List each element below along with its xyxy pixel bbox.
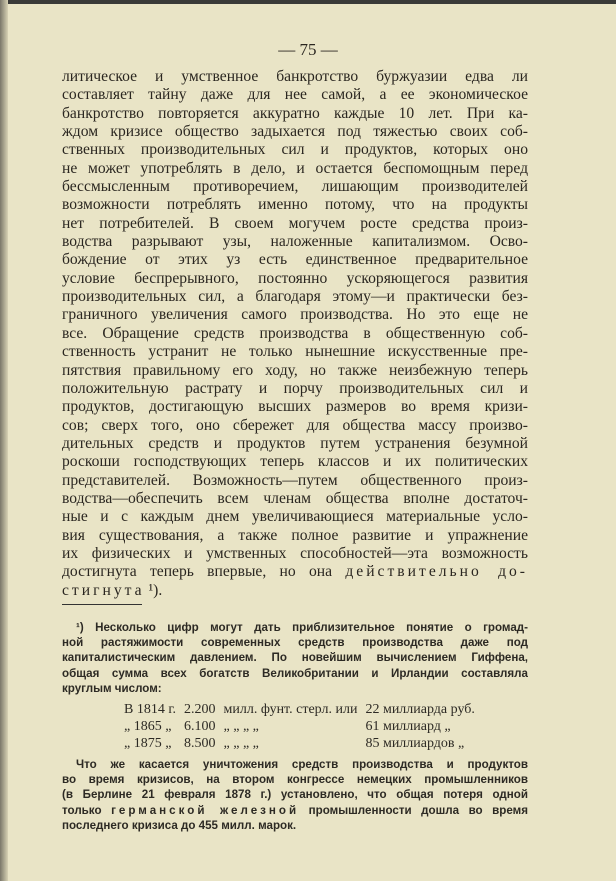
text-line: [62, 582, 528, 600]
text-line: нет потребителей. В своем могучем росте средства произ-: [62, 214, 528, 232]
text-line: литическое и умственное банкротство буржуазии едва ли: [62, 68, 528, 85]
table-cell: 6.100: [184, 719, 216, 735]
text-line: водства—обеспечить всем членам общества вполне достаточ-: [62, 489, 528, 507]
table-cell: „ 1865 „: [124, 719, 172, 735]
text-line: ные и с каждым днем увеличивающиеся материальные усло-: [62, 508, 528, 526]
text-line: сов; сверх того, оно сбережет для общества массу произво-: [62, 416, 528, 434]
text-line: составляет тайну даже для нее самой, а ее экономическое: [62, 86, 528, 104]
text-line: ственность устранит не только нынешние искусственные пре-: [62, 343, 528, 361]
footnote-ref: ¹).: [144, 581, 163, 599]
text-line: граничного увеличения самого производства. Но это еще не: [62, 306, 528, 324]
table-row: [124, 736, 481, 751]
table-cell: „ „ „ „: [223, 736, 259, 752]
text-line: все. Обращение средств производства в общественную соб-: [62, 324, 528, 342]
text-line: [62, 563, 528, 581]
table-row: [124, 702, 481, 717]
main-text: [62, 68, 528, 600]
text-line: ждом кризисе общество задыхается под тяжестью своих соб-: [62, 123, 528, 141]
table-row: [124, 719, 481, 734]
text: промышленности дошла во время: [299, 803, 528, 817]
text: только: [62, 803, 112, 817]
footnote-line: общая сумма всех богатств Великобритании и Ирландии составляла: [62, 666, 528, 680]
text-line: вия существования, а также полное развитие и упражнение: [62, 526, 528, 544]
spaced-emphasis: стигнута: [62, 581, 145, 599]
text-line: возможности потреблять именно потому, что на продукты: [62, 196, 528, 214]
table-cell: В 1814 г.: [124, 702, 177, 718]
spaced-emphasis: действительно до-: [345, 563, 528, 581]
text-line: бессмысленным противоречием, лишающим производителей: [62, 178, 528, 196]
text-line: производительных сил, а благодаря этому—и практически без-: [62, 288, 528, 306]
text: достигнута теперь впервые, но она: [62, 563, 346, 581]
text-line: не может употреблять в дело, и остается беспомощным перед: [62, 159, 528, 177]
footnote-separator: [62, 604, 142, 605]
text-line: условие беспрерывного, постоянно ускоряющегося развития: [62, 269, 528, 287]
text-line: пятствия правильному его ходу, но также неизбежную теперь: [62, 361, 528, 379]
scan-left-edge: [0, 0, 8, 881]
footnote-line: [62, 803, 528, 818]
text-line: бождение от этих уз есть единственное предварительное: [62, 251, 528, 269]
footnote-line: (в Берлине 21 февраля 1878 г.) установлено, что общая потеря одной: [62, 788, 528, 802]
text-line: дительных средств и продуктов путем устранения безумной: [62, 434, 528, 452]
footnote-line: ¹) Несколько цифр могут дать приблизительное понятие о громад-: [76, 621, 528, 634]
text-line: продуктов, достигающую высших размеров во время кризи-: [62, 398, 528, 416]
table-cell: 85 миллиардов „: [365, 736, 465, 752]
text-line: их физических и умственных способностей—эта возможность: [62, 544, 528, 562]
text-line: водства разрывают узы, наложенные капитализмом. Осво-: [62, 233, 528, 251]
footnote-line: круглым числом:: [62, 681, 162, 695]
footnote-line: капиталистическим давлением. По новейшим вычислением Гиффена,: [62, 651, 528, 665]
table-cell: 61 миллиард „: [365, 719, 451, 735]
table-cell: 8.500: [184, 736, 216, 752]
text-line: роскоши господствующих теперь классов и их политических: [62, 453, 528, 471]
footnote-line: последнего кризиса до 455 милл. марок.: [62, 818, 297, 832]
spaced-emphasis: германской железной: [111, 803, 300, 817]
table-cell: „ 1875 „: [124, 736, 172, 752]
text-line: представителей. Возможность—путем общественного произ-: [62, 471, 528, 489]
text-line: положительную растрату и порчу производительных сил и: [62, 379, 528, 397]
text-line: банкротство повторяется аккуратно каждые 10 лет. При ка-: [62, 104, 528, 122]
page-number: — 75 —: [278, 40, 338, 59]
text-line: ственных производительных сил и продуктов, которых оно: [62, 141, 528, 159]
footnote-line: ной растяжимости современных средств производства даже под: [62, 636, 528, 650]
footnote-line: Что же касается уничтожения средств производства и продуктов: [76, 758, 528, 772]
footnote: [62, 620, 528, 833]
table-cell: милл. фунт. стерл. или: [223, 702, 358, 718]
footnote-line: во время кризисов, на втором конгрессе немецких промышленников: [62, 773, 528, 787]
table-cell: „ „ „ „: [223, 719, 259, 735]
table-cell: 2.200: [184, 702, 216, 718]
table-cell: 22 миллиарда руб.: [365, 702, 475, 718]
scan-top-border: [0, 0, 616, 4]
wealth-table: [122, 700, 483, 753]
